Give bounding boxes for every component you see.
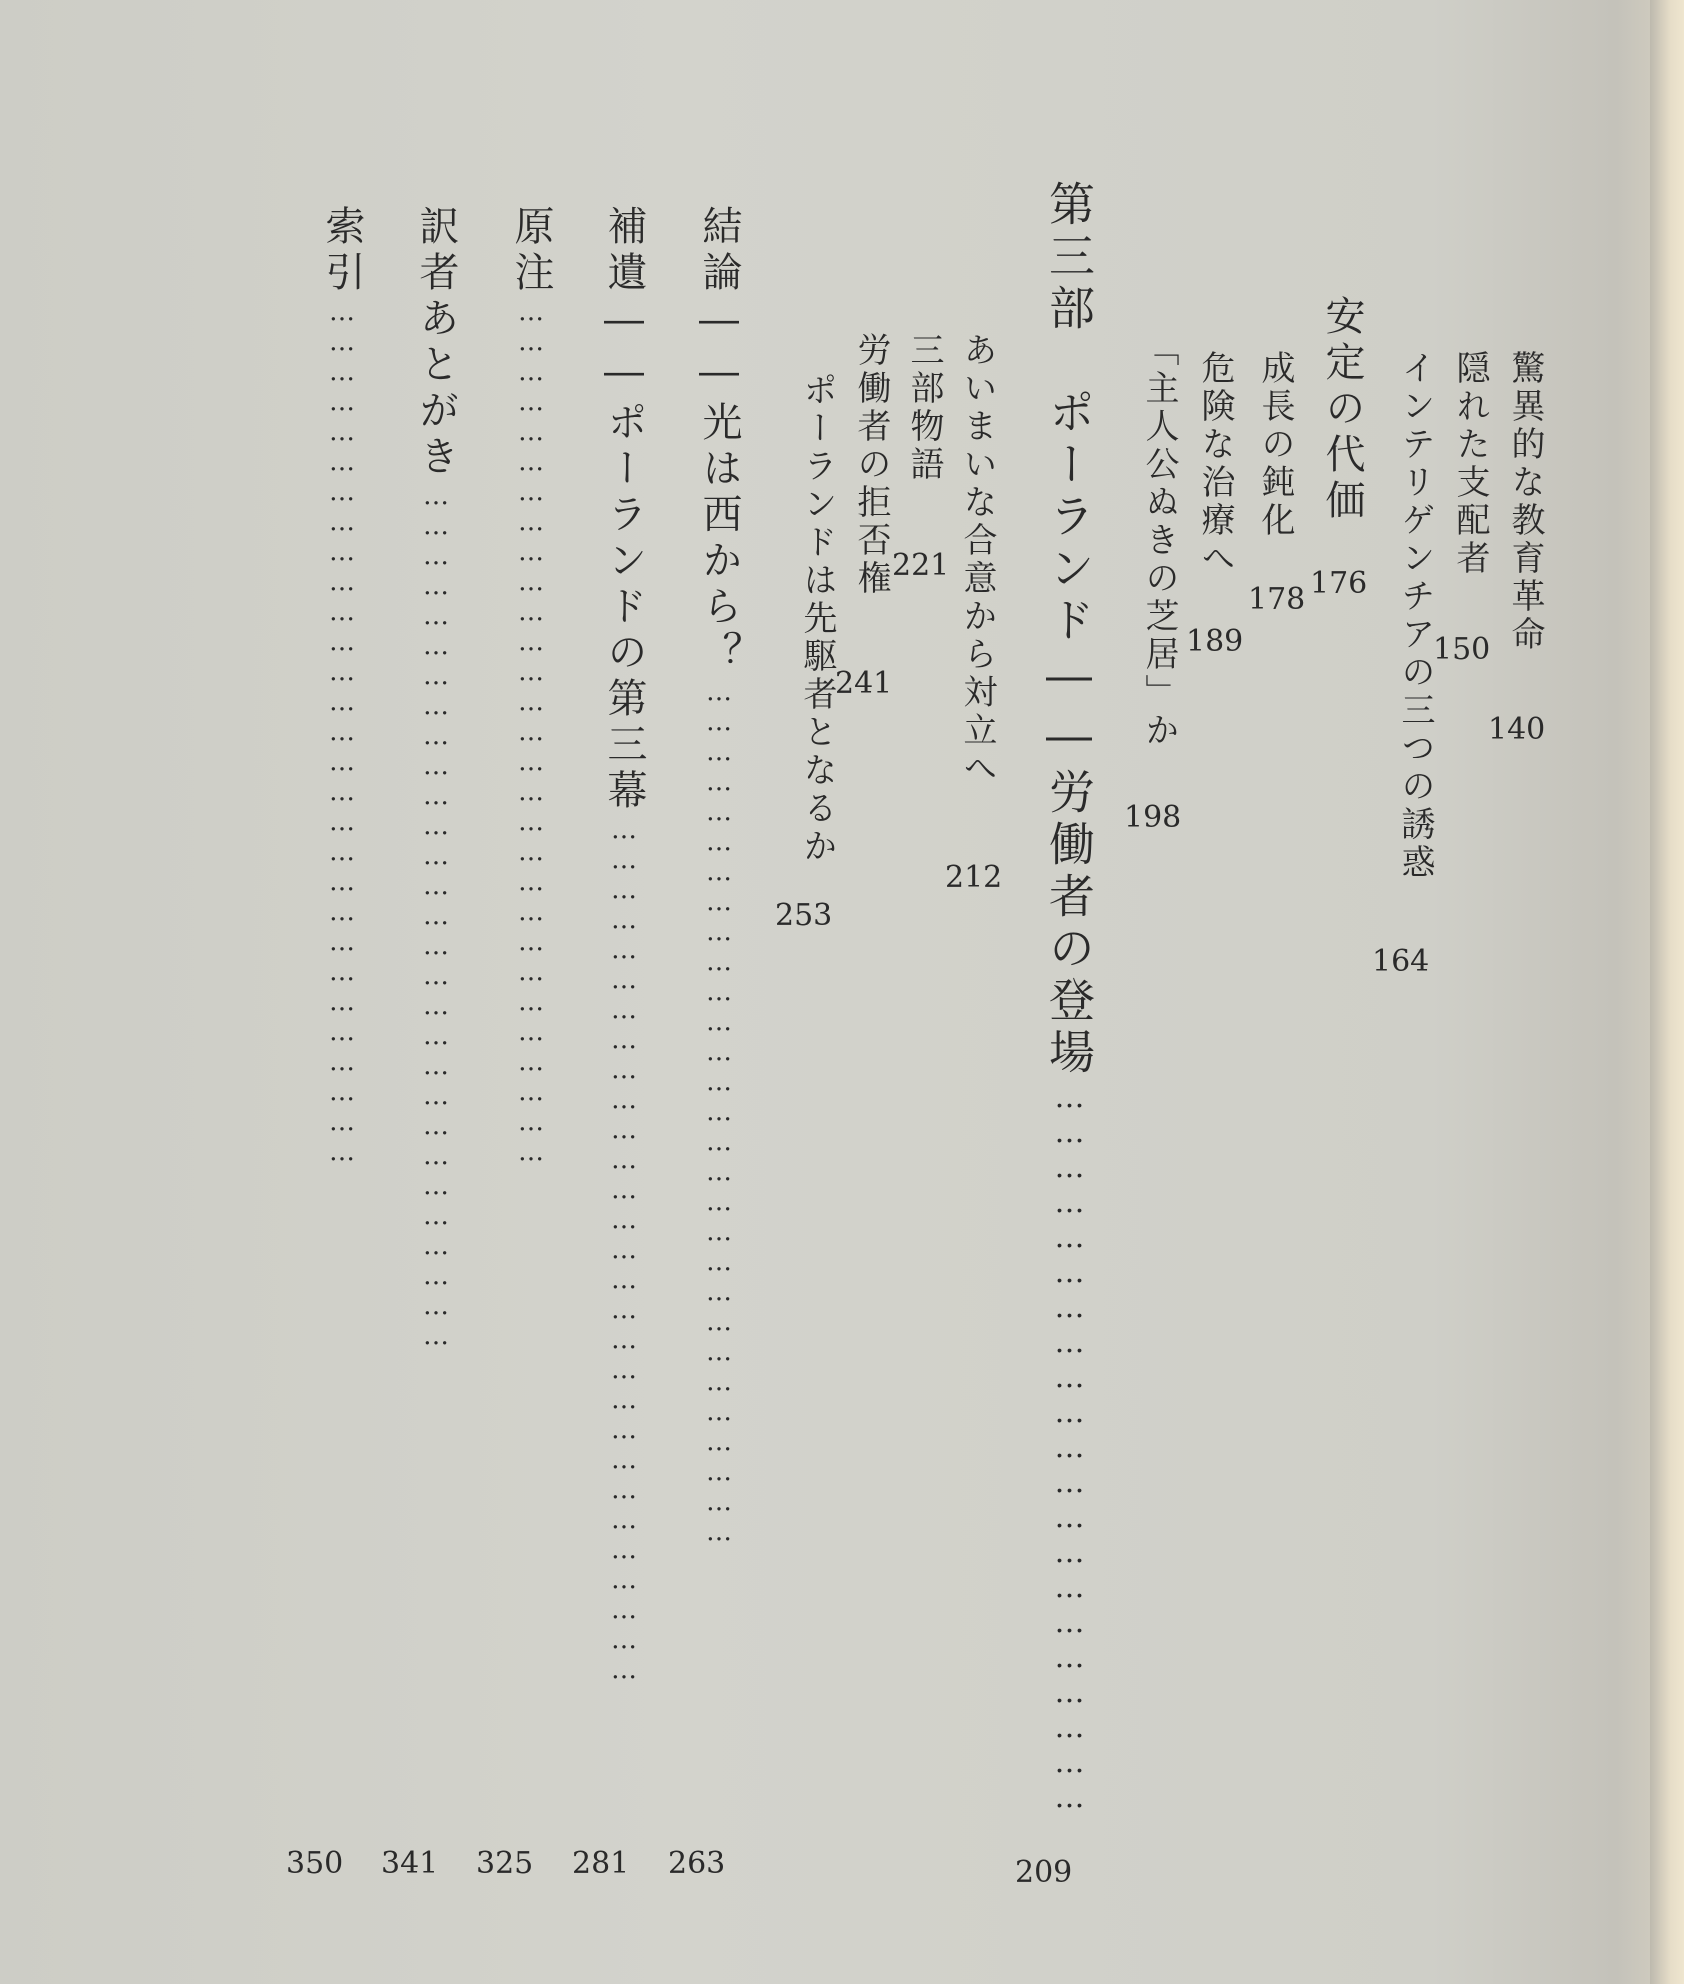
toc-leader: …………………………………………………………………………… [609, 815, 639, 1685]
toc-entry-title: 三部物語 [904, 332, 944, 484]
toc-entry-page: 221 [892, 548, 950, 583]
toc-entry-title: 安定の代価 [1319, 295, 1365, 525]
toc-entry-row [696, 205, 742, 1547]
toc-entry-title: 原注 [508, 205, 554, 297]
toc-entry-page: 263 [668, 1846, 726, 1881]
toc-leader: …………………………………………………………………………… [516, 297, 546, 1167]
toc-entry-page: 212 [945, 860, 1003, 895]
toc-entry-title: 隠れた支配者 [1450, 350, 1490, 578]
toc-entry-page: 341 [381, 1846, 439, 1881]
toc-entry-page: 189 [1186, 624, 1244, 659]
toc-leader: …………………………………………………………………………… [421, 481, 451, 1351]
toc-part-heading [1042, 180, 1096, 1815]
toc-entry-title: 「主人公ぬきの芝居」か [1139, 332, 1179, 750]
toc-entry-title: 成長の鈍化 [1255, 350, 1295, 540]
toc-entry-page: 209 [1015, 1855, 1073, 1890]
toc-entry-title: 結論――光は西から？ [696, 205, 742, 677]
toc-leader: …………………………………………………………………………… [327, 297, 357, 1167]
toc-entry-page: 281 [572, 1846, 630, 1881]
toc-entry-page: 164 [1372, 944, 1430, 979]
toc-entry-page: 241 [835, 666, 893, 701]
toc-entry-page: 140 [1488, 712, 1546, 747]
toc-entry-row [319, 205, 365, 1167]
page-gutter [1650, 0, 1684, 1984]
toc-entry-page: 150 [1433, 632, 1491, 667]
toc-entry-title: 労働者の拒否権 [851, 332, 891, 598]
toc-entry-title: 索引 [319, 205, 365, 297]
toc-entry-title: 第三部 ポーランド――労働者の登場 [1042, 180, 1096, 1080]
toc-entry-title: 危険な治療へ [1195, 350, 1235, 578]
toc-entry-row [601, 205, 647, 1685]
toc-entry-page: 176 [1310, 566, 1368, 601]
toc-entry-title: ポーランドは先駆者となるか [797, 372, 837, 866]
toc-entry-title: 驚異的な教育革命 [1505, 350, 1545, 654]
toc-entry-page: 350 [286, 1846, 344, 1881]
toc-leader: …………………………………………………………………………… [704, 677, 734, 1547]
toc-entry-page: 325 [476, 1846, 534, 1881]
toc-entry-title: あいまいな合意から対立へ [957, 332, 997, 788]
toc-entry-title: インテリゲンチアの三つの誘惑 [1395, 350, 1435, 882]
toc-entry-row [413, 205, 459, 1351]
toc-entry-row [508, 205, 554, 1167]
toc-entry-page: 178 [1248, 582, 1306, 617]
toc-entry-title: 補遺――ポーランドの第三幕 [601, 205, 647, 815]
toc-entry-page: 253 [775, 898, 833, 933]
toc-entry-page: 198 [1124, 800, 1182, 835]
toc-entry-title: 訳者あとがき [413, 205, 459, 481]
toc-leader: ……………………………………………………… [1052, 1080, 1087, 1815]
